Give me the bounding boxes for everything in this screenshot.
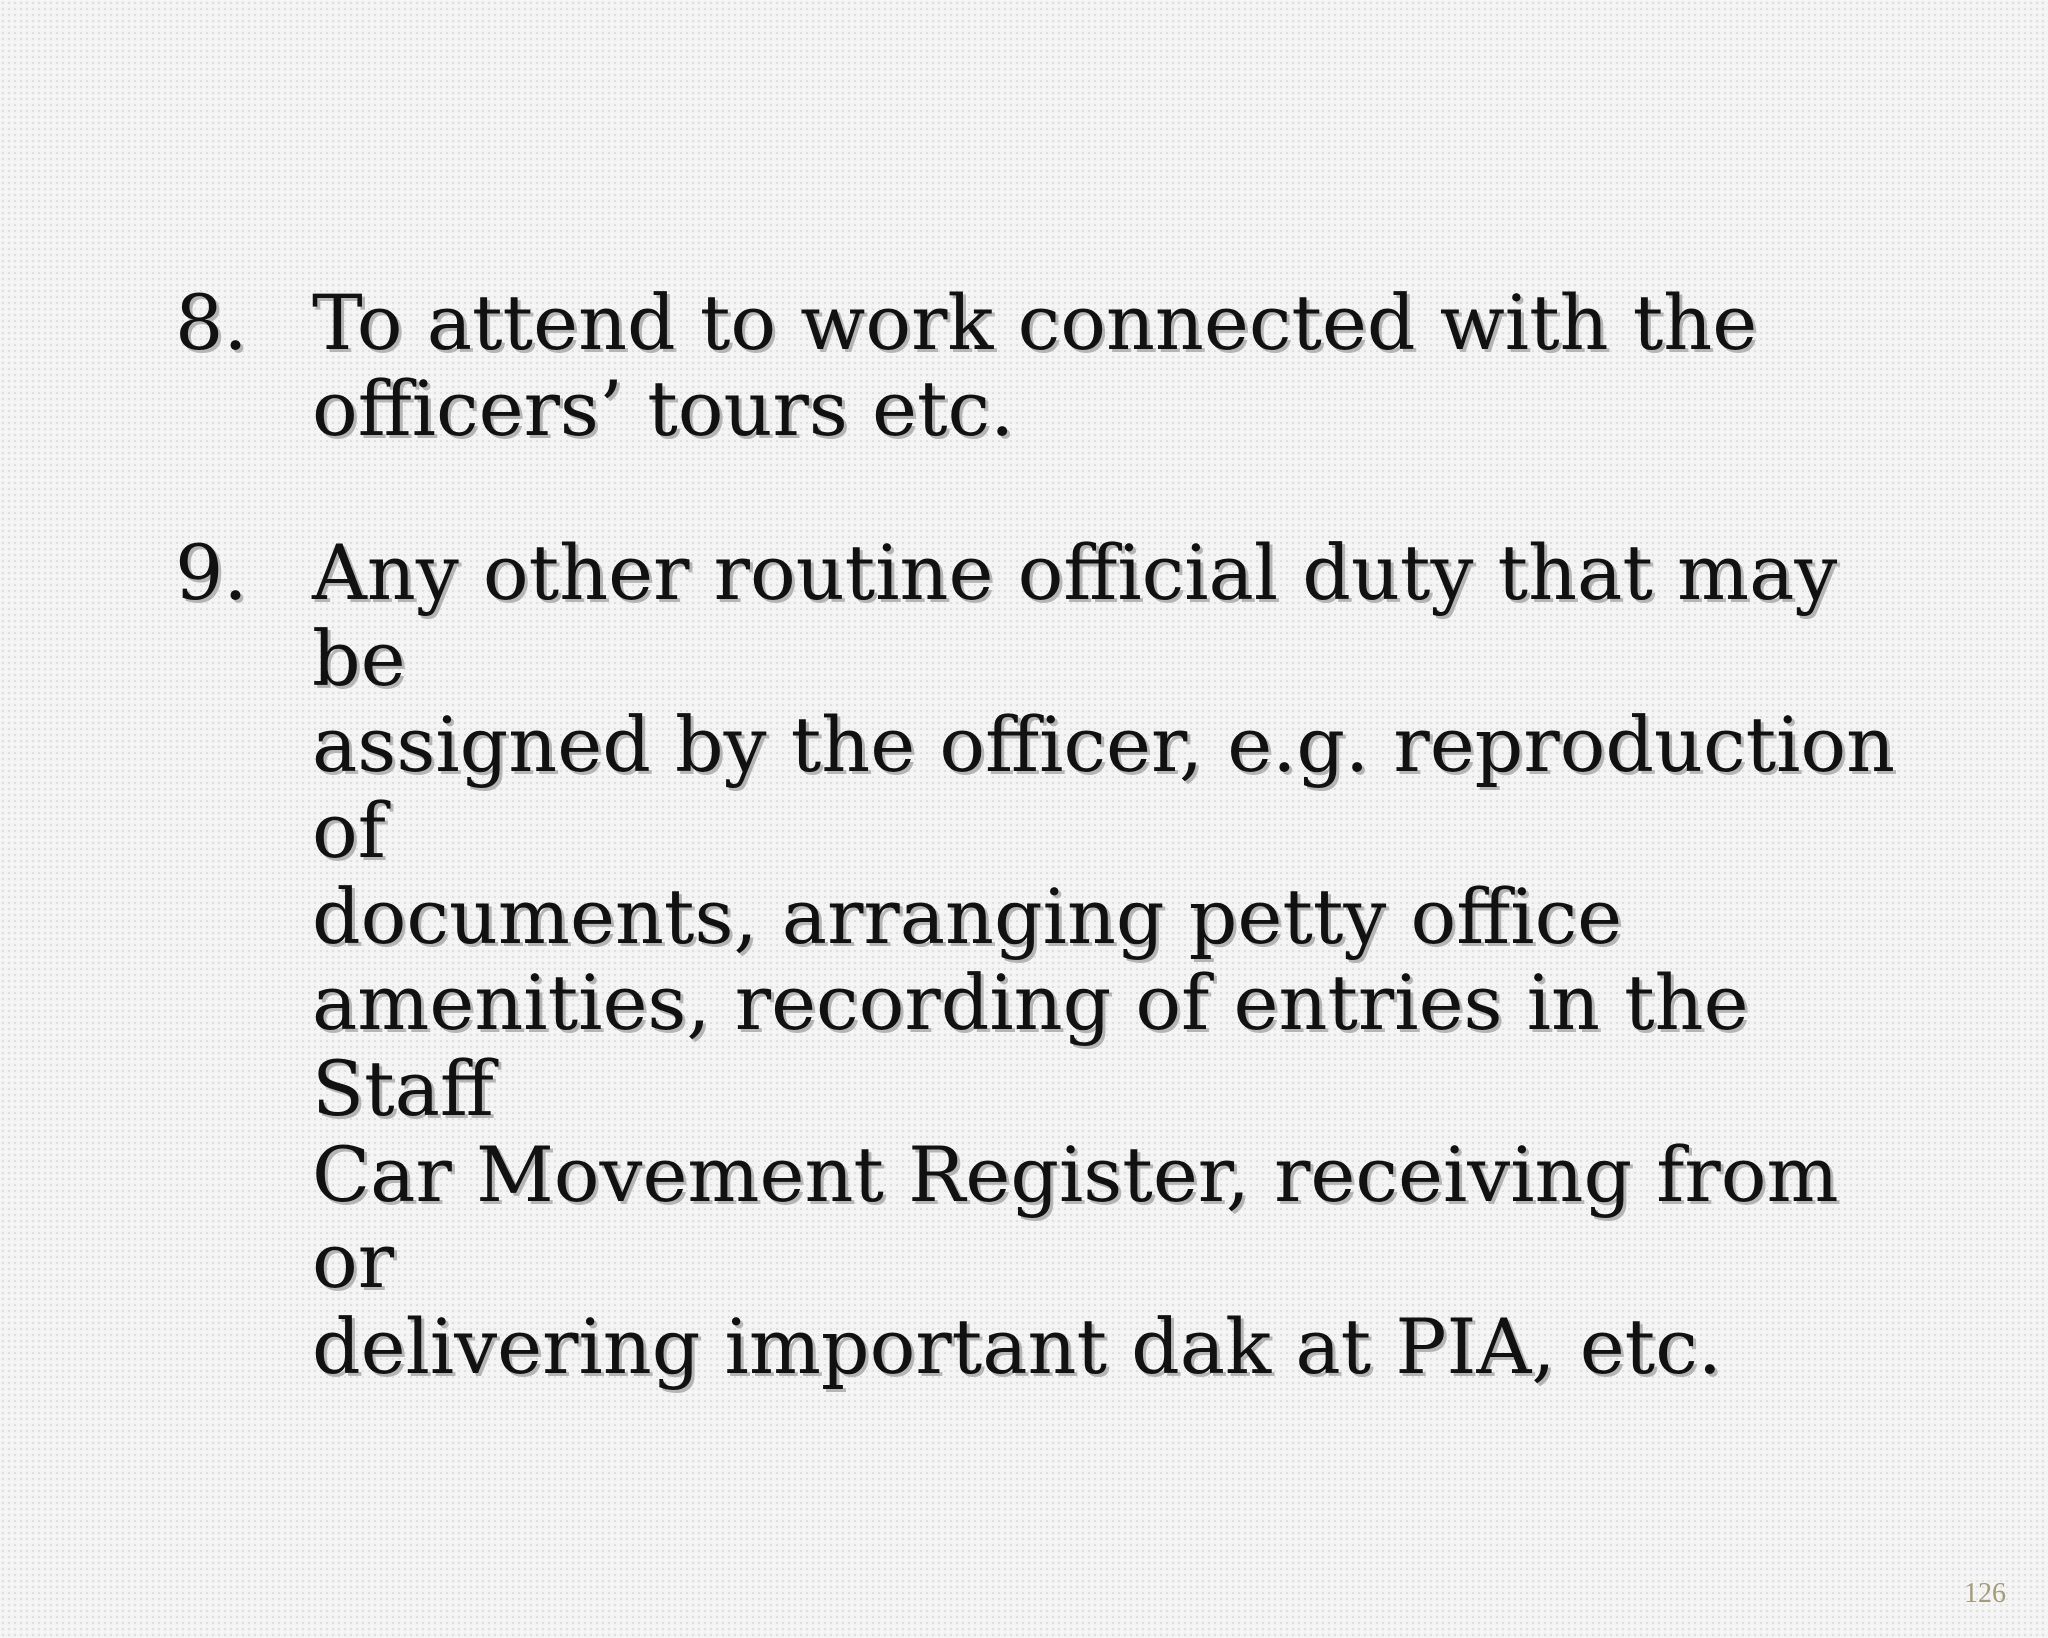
item-text: Any other routine official duty that may be assigned by the officer, e.g. reproduction of documents, arranging petty office amenities, recording of entries in the Staff Car Movement Register, receiving from or delivering important dak at PIA, etc. (312, 528, 1896, 1391)
item-number: 9. (175, 528, 248, 617)
item-text: To attend to work connected with the officers’ tours etc. (312, 278, 1758, 453)
item-number: 8. (175, 278, 248, 367)
list-item (175, 530, 1915, 1390)
list-item (175, 280, 1915, 452)
page-number: 126 (1964, 1578, 2006, 1609)
duty-list (175, 280, 1915, 1468)
